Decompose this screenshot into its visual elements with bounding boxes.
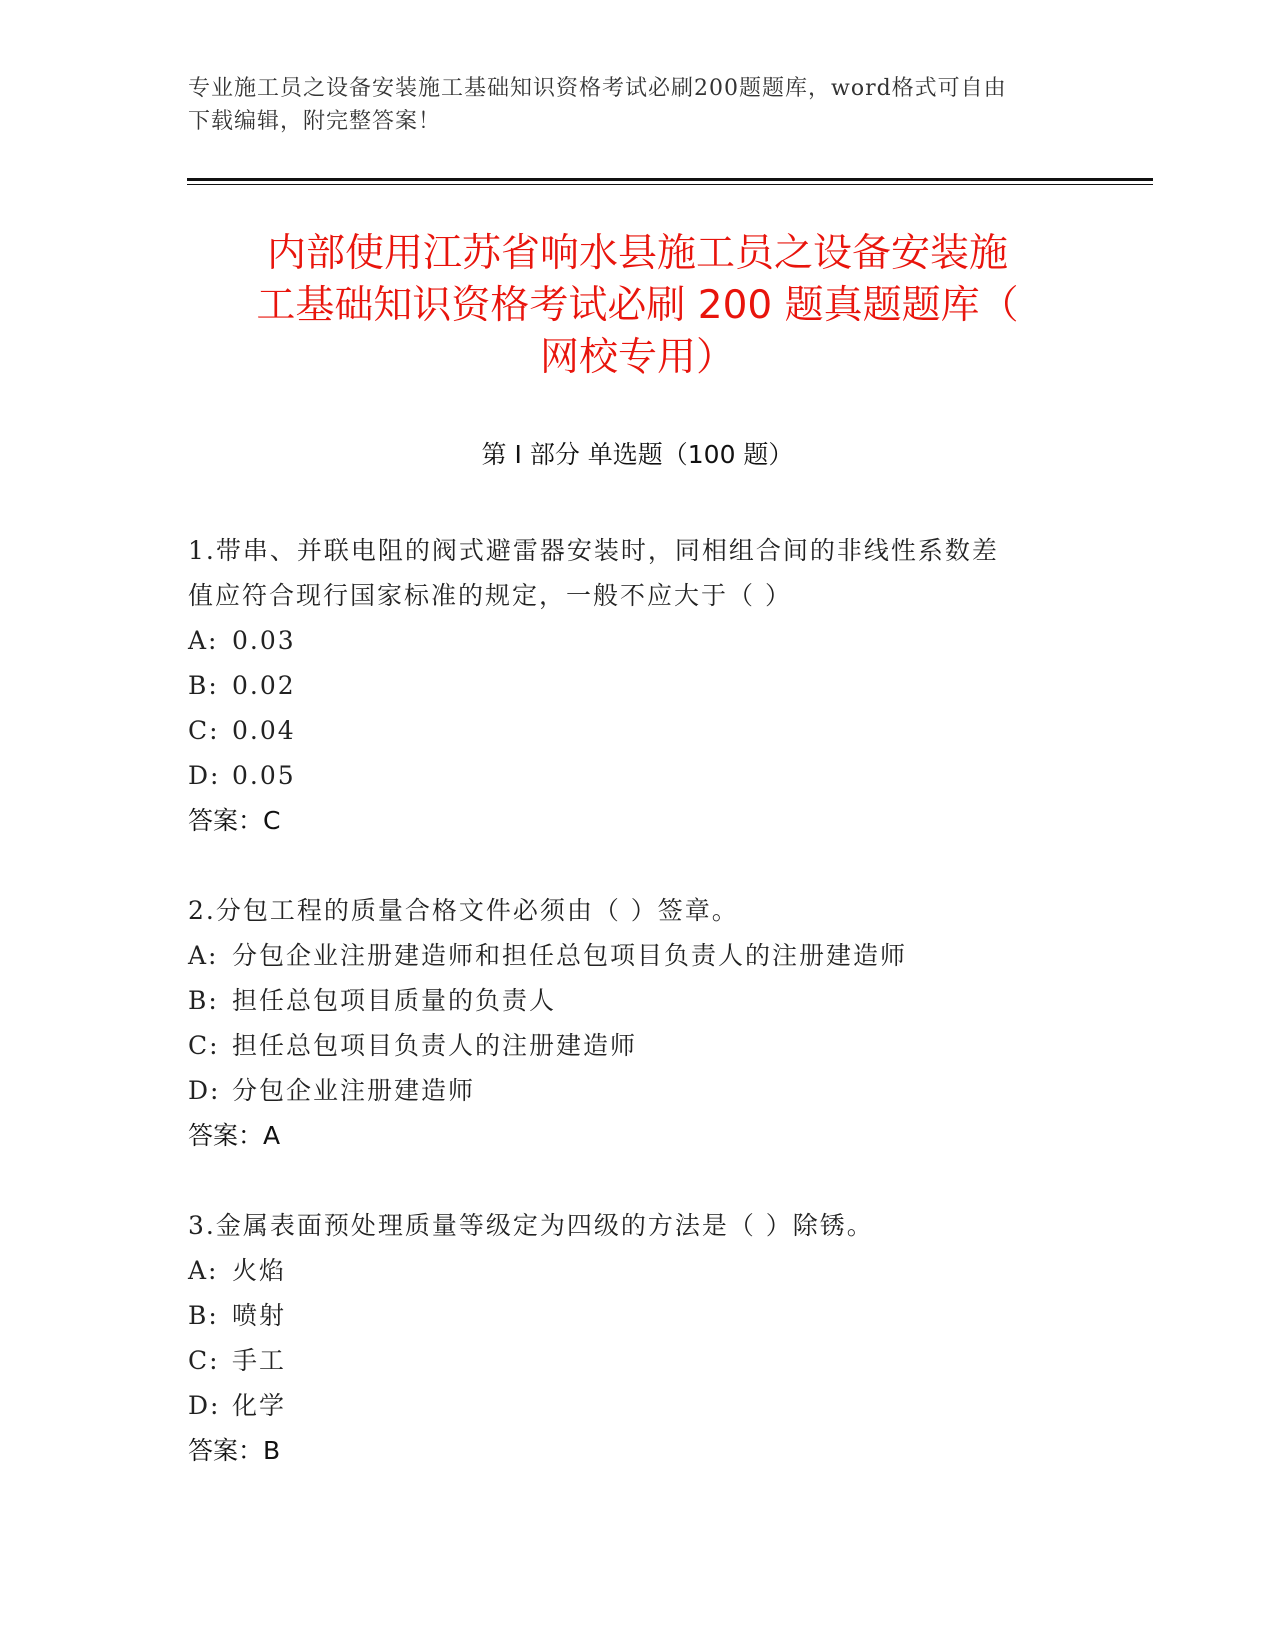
question-1-option-d [188, 753, 1068, 798]
question-1-answer: 答案：C [188, 806, 281, 835]
option-key: A: [188, 1256, 219, 1285]
question-3-option-d [188, 1383, 1068, 1428]
option-key: B: [188, 671, 219, 700]
question-1-text [188, 528, 1068, 618]
question-1-option-b [188, 663, 1068, 708]
section-title: 第 I 部分 单选题（100 题） [481, 440, 794, 469]
option-key: D: [188, 1391, 221, 1420]
header-note-line-2: 下载编辑，附完整答案！ [188, 109, 442, 134]
question-3-option-a [188, 1248, 1068, 1293]
option-key: A: [188, 626, 219, 655]
option-text: 0.05 [232, 761, 296, 790]
question-2-text [188, 888, 1068, 933]
option-text: 0.02 [232, 671, 296, 700]
question-1-option-c [188, 708, 1068, 753]
option-text: 火焰 [232, 1256, 287, 1285]
question-2 [188, 888, 1068, 1158]
question-2-option-d [188, 1068, 1068, 1113]
header-note-line-1: 专业施工员之设备安装施工基础知识资格考试必刷200题题库，word格式可自由 [188, 76, 1007, 101]
header-note [188, 72, 1068, 138]
option-key: C: [188, 1031, 220, 1060]
option-text: 喷射 [232, 1301, 287, 1330]
question-2-option-b [188, 978, 1068, 1023]
question-1-text-line-1: 1.带串、并联电阻的阀式避雷器安装时，同相组合间的非线性系数差 [188, 536, 999, 565]
document-title-line-2: 工基础知识资格考试必刷 200 题真题题库（ [256, 283, 1019, 328]
option-text: 担任总包项目负责人的注册建造师 [232, 1031, 638, 1060]
question-3-answer: 答案：B [188, 1436, 281, 1465]
option-text: 0.04 [232, 716, 296, 745]
option-key: D: [188, 761, 221, 790]
option-key: B: [188, 986, 219, 1015]
question-2-answer: 答案：A [188, 1121, 281, 1150]
document-title-line-1: 内部使用江苏省响水县施工员之设备安装施 [266, 231, 1008, 276]
question-1-option-a [188, 618, 1068, 663]
question-1-text-line-2: 值应符合现行国家标准的规定，一般不应大于（ ） [188, 581, 792, 610]
question-1 [188, 528, 1068, 843]
question-3 [188, 1203, 1068, 1473]
document-title [160, 228, 1115, 384]
option-key: D: [188, 1076, 221, 1105]
question-3-text-line-1: 3.金属表面预处理质量等级定为四级的方法是（ ）除锈。 [188, 1211, 874, 1240]
header-divider-thick [187, 178, 1153, 181]
question-3-text [188, 1203, 1068, 1248]
option-key: C: [188, 1346, 220, 1375]
question-3-option-b [188, 1293, 1068, 1338]
option-key: A: [188, 941, 219, 970]
option-text: 0.03 [232, 626, 296, 655]
header-divider-thin [187, 184, 1153, 185]
option-text: 担任总包项目质量的负责人 [232, 986, 557, 1015]
option-key: B: [188, 1301, 219, 1330]
option-text: 分包企业注册建造师 [232, 1076, 476, 1105]
question-2-option-c [188, 1023, 1068, 1068]
option-text: 手工 [232, 1346, 287, 1375]
question-2-option-a [188, 933, 1068, 978]
document-title-line-3: 网校专用） [539, 335, 735, 380]
option-text: 化学 [232, 1391, 287, 1420]
question-list [188, 528, 1068, 1518]
option-key: C: [188, 716, 220, 745]
question-2-text-line-1: 2.分包工程的质量合格文件必须由（ ）签章。 [188, 896, 739, 925]
question-3-option-c [188, 1338, 1068, 1383]
option-text: 分包企业注册建造师和担任总包项目负责人的注册建造师 [232, 941, 908, 970]
